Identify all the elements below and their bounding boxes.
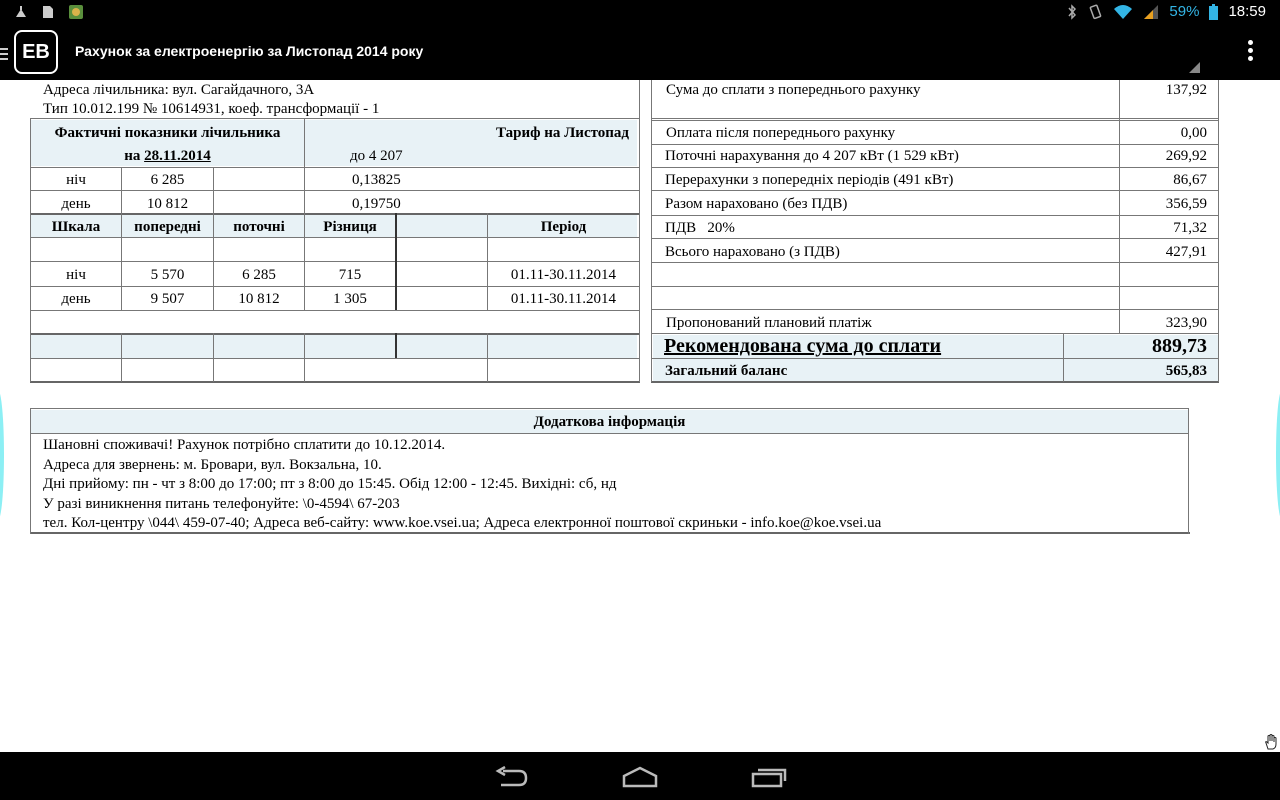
info-line-4: тел. Кол-центру \044\ 459-07-40; Адреса веб-сайту: www.koe.vsei.ua; Адреса електронної поштової скриньки - info.koe@koe.vsei.ua [43, 515, 882, 531]
info-line-3: У разі виникнення питань телефонуйте: \0-4594\ 67-203 [43, 496, 400, 512]
summary-value-2: 269,92 [1165, 148, 1207, 164]
scale-period-day: 01.11-30.11.2014 [510, 291, 617, 307]
summary-label-0: Сума до сплати з попереднього рахунку [666, 82, 921, 98]
tariff-rate-day: 0,19750 [352, 196, 401, 212]
scale-difference-night: 715 [338, 267, 362, 283]
col-header-previous: попередні [134, 219, 201, 235]
actual-readings-header: Фактичні показники лічильника [54, 125, 281, 141]
scale-current-day: 10 812 [238, 291, 280, 307]
tariff-header: Тариф на Листопад [495, 125, 629, 141]
col-header-difference: Різниця [323, 219, 377, 235]
summary-value-0: 137,92 [1165, 82, 1207, 98]
summary-label-4: Разом нараховано (без ПДВ) [665, 196, 848, 212]
scale-zone-night: ніч [66, 267, 86, 283]
summary-value-6: 427,91 [1165, 244, 1207, 260]
bluetooth-icon [1067, 4, 1077, 20]
touch-hand-icon [1264, 734, 1278, 750]
recommended-amount-label: Рекомендована сума до сплати [664, 335, 942, 357]
app-icon [68, 4, 84, 20]
planned-payment-value: 323,90 [1165, 315, 1207, 331]
tariff-reading-day: 10 812 [146, 196, 189, 212]
additional-info-header: Додаткова інформація [533, 414, 686, 430]
summary-value-3: 86,67 [1173, 172, 1207, 188]
file-icon [42, 5, 54, 19]
clock: 18:59 [1228, 3, 1266, 20]
overscroll-glow-left [0, 390, 4, 520]
scale-previous-night: 5 570 [150, 267, 185, 283]
scale-current-night: 6 285 [242, 267, 276, 283]
page-title: Рахунок за електроенергію за Листопад 2014 року [75, 43, 424, 59]
vibrate-icon [1087, 4, 1103, 20]
info-line-0: Шановні споживачі! Рахунок потрібно сплатити до 10.12.2014. [43, 437, 446, 453]
overflow-menu-icon[interactable] [1248, 40, 1254, 64]
signal-icon [1143, 4, 1159, 20]
summary-value-1: 0,00 [1180, 125, 1207, 141]
summary-value-4: 356,59 [1165, 196, 1207, 212]
notification-icon [14, 5, 28, 19]
summary-label-2: Поточні нарахування до 4 207 кВт (1 529 кВт) [665, 148, 959, 164]
tariff-zone-day: день [61, 196, 91, 212]
planned-payment-label: Пропонований плановий платіж [666, 315, 872, 331]
action-bar [0, 25, 1280, 80]
overscroll-glow-right [1276, 390, 1280, 520]
up-navigation-icon[interactable] [0, 45, 10, 63]
recommended-amount-value: 889,73 [1152, 335, 1207, 357]
tariff-limit: до 4 207 [350, 148, 403, 164]
summary-label-6: Всього нараховано (з ПДВ) [665, 244, 840, 260]
summary-label-5: ПДВ 20% [665, 220, 735, 236]
reading-date: 28.11.2014 [144, 148, 211, 164]
recent-apps-icon[interactable] [751, 766, 787, 788]
navigation-bar [0, 752, 1280, 800]
status-bar [0, 0, 1280, 25]
bill-document[interactable] [0, 80, 1280, 752]
col-header-period: Період [540, 219, 587, 235]
meter-address: Адреса лічильника: вул. Сагайдачного, 3А [43, 82, 315, 98]
wifi-icon [1113, 4, 1133, 20]
scale-previous-day: 9 507 [150, 291, 185, 307]
summary-value-5: 71,32 [1173, 220, 1207, 236]
actual-readings-date-line: на 28.11.2014 [124, 148, 211, 164]
scale-period-night: 01.11-30.11.2014 [510, 267, 617, 283]
tariff-zone-night: ніч [66, 172, 86, 188]
summary-label-3: Перерахунки з попередніх періодів (491 кВт) [665, 172, 954, 188]
col-header-current: поточні [233, 219, 285, 235]
col-header-scale: Шкала [51, 219, 101, 235]
summary-label-1: Оплата після попереднього рахунку [666, 125, 896, 141]
tariff-reading-night: 6 285 [150, 172, 185, 188]
home-icon[interactable] [621, 766, 659, 788]
back-icon[interactable] [495, 766, 529, 788]
scale-difference-day: 1 305 [333, 291, 367, 307]
resize-corner-icon [1189, 62, 1200, 73]
info-line-2: Дні прийому: пн - чт з 8:00 до 17:00; пт з 8:00 до 15:45. Обід 12:00 - 12:45. Вихідні: сб, нд [43, 476, 617, 492]
info-line-1: Адреса для звернень: м. Бровари, вул. Вокзальна, 10. [43, 457, 382, 473]
app-logo[interactable]: ЕВ [14, 30, 58, 74]
tariff-rate-night: 0,13825 [352, 172, 401, 188]
total-balance-value: 565,83 [1165, 363, 1207, 379]
meter-type: Тип 10.012.199 № 10614931, коеф. трансформації - 1 [43, 101, 380, 117]
battery-icon [1209, 4, 1218, 20]
battery-percent: 59% [1169, 3, 1200, 20]
total-balance-label: Загальний баланс [665, 363, 788, 379]
scale-zone-day: день [61, 291, 91, 307]
